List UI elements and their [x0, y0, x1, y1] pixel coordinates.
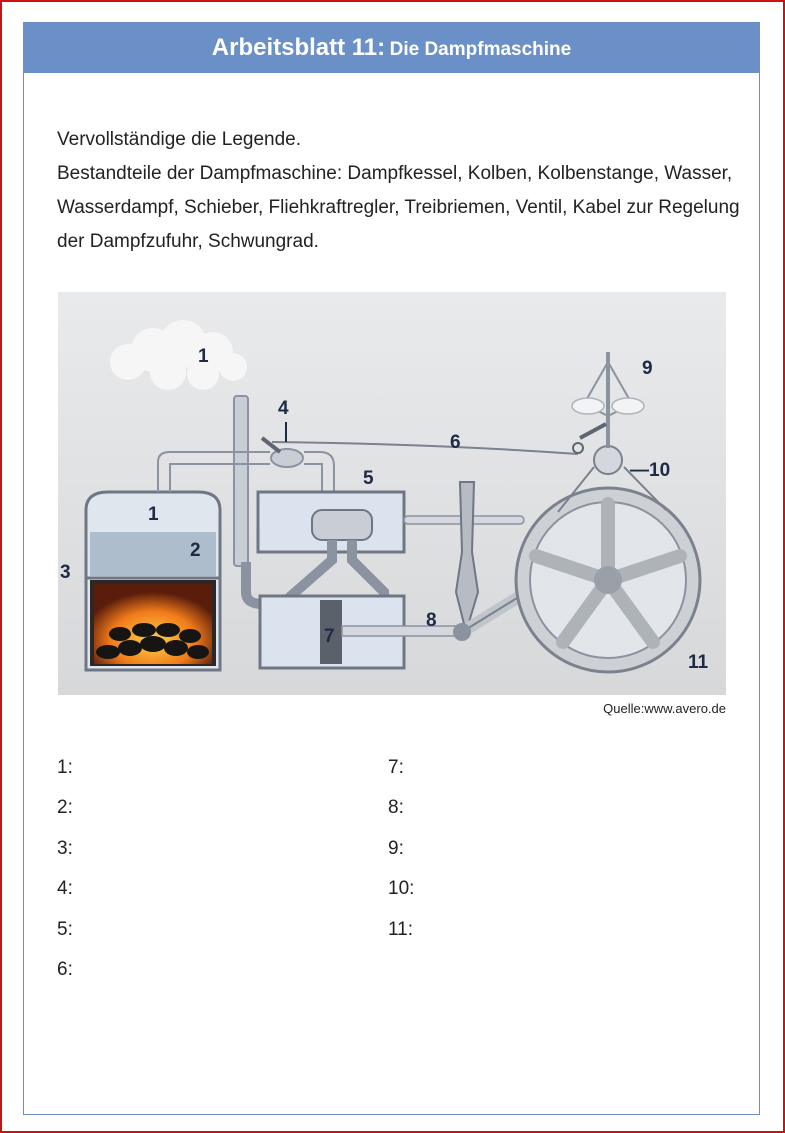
label-10: —10 [630, 460, 671, 481]
label-9: 9 [642, 358, 653, 379]
legend-entry-8: 8: [388, 797, 404, 819]
image-source: Quelle:www.avero.de [603, 701, 726, 716]
legend-entry-11: 11: [388, 918, 414, 940]
legend-entry-3: 3: [57, 837, 73, 859]
flywheel [516, 488, 700, 672]
legend-entry-2: 2: [57, 797, 73, 819]
label-7: 7 [324, 626, 335, 647]
legend-entry-9: 9: [388, 837, 404, 859]
label-6: 6 [450, 432, 461, 453]
legend-entry-4: 4: [57, 878, 73, 900]
worksheet-header [24, 23, 759, 73]
legend-entry-5: 5: [57, 918, 73, 940]
instructions [57, 123, 747, 259]
legend-entry-1: 1: [57, 757, 73, 778]
instruction-components: Bestandteile der Dampfmaschine: Dampfkessel, Kolben, Kolbenstange, Wasser, Wasserdampf, Schieber, Fliehkraftregler, Treibriemen, Ventil, Kabel zur Regelung der Dampfzufuhr, Schwungrad. [57, 163, 740, 252]
steam-engine-diagram [58, 292, 726, 695]
legend-entry-7: 7: [388, 757, 404, 778]
worksheet [23, 22, 760, 1115]
label-4: 4 [278, 398, 289, 419]
legend-entry-6: 6: [57, 958, 73, 980]
label-11: 11 [688, 652, 709, 673]
worksheet-subtitle: Die Dampfmaschine [389, 39, 572, 60]
legend-entry-10: 10: [388, 878, 415, 900]
valve [271, 449, 303, 467]
belt-pulley [594, 446, 622, 474]
label-8: 8 [426, 610, 437, 631]
label-5: 5 [363, 468, 374, 489]
label-2: 2 [190, 540, 201, 561]
label-1-steam: 1 [198, 346, 209, 367]
legend-right-column [388, 756, 414, 958]
chimney [234, 396, 248, 566]
legend-left-column [57, 756, 73, 998]
label-1-boiler-steam: 1 [148, 504, 159, 525]
label-3: 3 [60, 562, 71, 583]
worksheet-title: Arbeitsblatt 11: [211, 34, 386, 61]
instruction-task: Vervollständige die Legende. [57, 129, 302, 150]
